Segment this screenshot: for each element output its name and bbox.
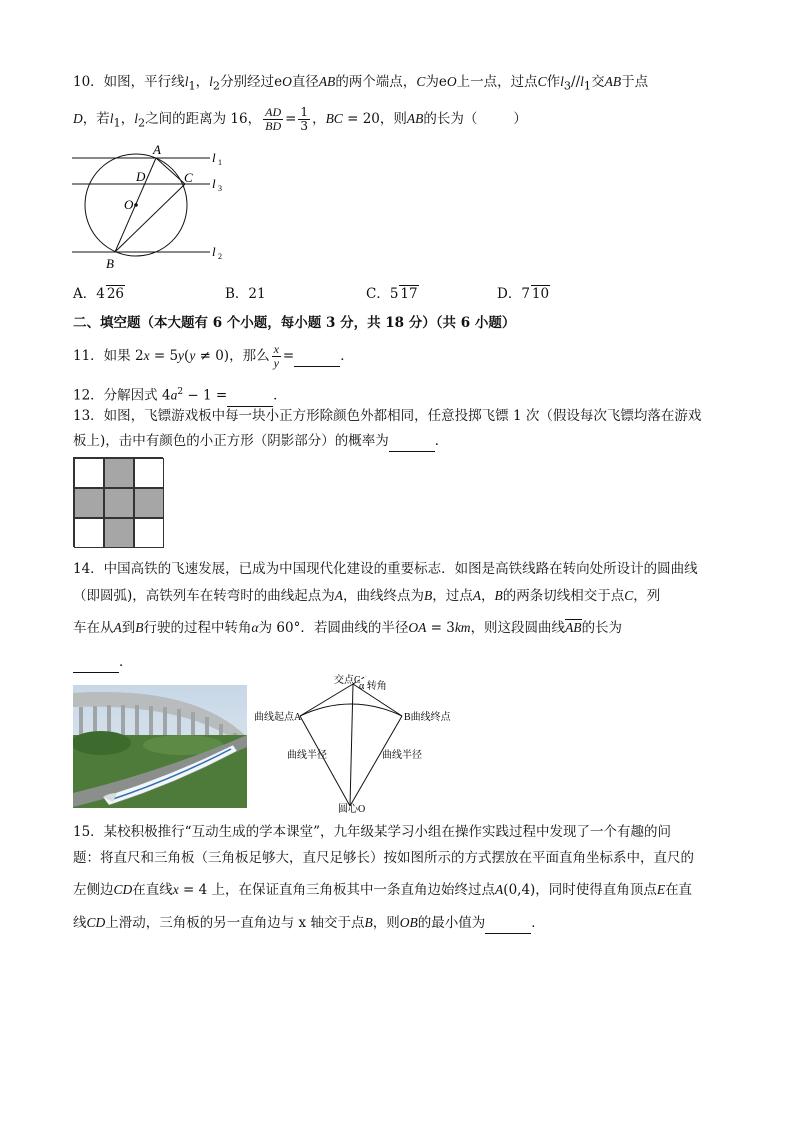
- q15-line4: [73, 913, 545, 934]
- dart-cell: [74, 518, 104, 548]
- q10-symbol: O: [446, 74, 457, 89]
- q15-text: ，则: [372, 915, 400, 931]
- q10-symbol: C: [416, 74, 426, 89]
- q14-text: ，: [481, 588, 495, 604]
- dart-cell: [74, 488, 104, 518]
- q10-text: ）: [513, 111, 527, 127]
- q15-symbol: E: [656, 882, 666, 897]
- dart-cell: [104, 488, 134, 518]
- equals-sign: =: [282, 348, 295, 364]
- q10-symbol: AB: [318, 74, 336, 89]
- curve-end-label: B曲线终点: [404, 712, 451, 723]
- q11: [73, 343, 354, 370]
- q12-text: − 1 =: [183, 387, 228, 404]
- q11-text: ≠ 0)，那么: [195, 348, 270, 364]
- q10-symbol: BC: [325, 111, 343, 126]
- q10-text: ，若: [82, 111, 110, 127]
- q14-line4: [73, 652, 133, 673]
- q15-symbol: B: [364, 915, 373, 930]
- q10-text: 的长为（: [423, 111, 478, 127]
- answer-blank: [389, 431, 435, 452]
- q10-symbol: O: [282, 74, 292, 89]
- q14-symbol: km: [454, 620, 471, 635]
- q14-line3: [73, 618, 622, 638]
- q15-symbol: CD: [113, 882, 133, 897]
- fraction-denominator: y: [273, 356, 279, 370]
- q10-subscript: 1: [583, 79, 592, 93]
- center-dot: [134, 203, 138, 207]
- fraction-numerator: x: [273, 342, 279, 356]
- answer-blank: [73, 652, 119, 673]
- high-speed-rail-photo: [73, 685, 247, 808]
- option-d-text: D．7: [497, 286, 530, 302]
- option-a: [73, 282, 125, 302]
- q11-text: (: [184, 348, 190, 364]
- point-d-label: D: [136, 169, 146, 184]
- trees: [73, 731, 131, 755]
- dart-cell: [74, 458, 104, 488]
- q15-line2: 题：将直尺和三角板（三角板足够大，直尺足够长）按如图所示的方式摆放在平面直角坐标系中，直尺的: [73, 850, 694, 866]
- q14-text: ，则这段圆曲线: [470, 620, 566, 636]
- fraction-denominator: BD: [265, 119, 282, 133]
- dart-cell: [134, 488, 164, 518]
- q15-text: 左侧边: [73, 882, 114, 898]
- fraction-numerator: 1: [300, 105, 309, 119]
- q10-text: ，: [120, 111, 135, 127]
- dart-cell: [104, 518, 134, 548]
- q14-text: 行驶的过程中转角: [143, 620, 252, 636]
- q10-line1: [73, 72, 648, 97]
- q15-text: (0,4)，同时使得直角顶点: [503, 882, 657, 898]
- dart-cell: [134, 518, 164, 548]
- option-a-radical: 26: [106, 286, 125, 302]
- q15-symbol: A: [495, 882, 504, 897]
- radius-label-right: 曲线半径: [382, 750, 422, 761]
- line-l3-label: l: [212, 176, 216, 191]
- point-a-label: A: [153, 142, 161, 157]
- q10-text: 的两个端点，: [335, 74, 417, 90]
- q15-line3: [73, 880, 692, 900]
- q14-symbol: OA: [408, 620, 427, 635]
- q10-subscript: 2: [137, 116, 146, 130]
- equals-sign: =: [285, 111, 297, 127]
- option-b-text: B．21: [225, 286, 266, 302]
- q12-superscript: 2: [177, 387, 184, 397]
- radius-oa: [300, 716, 350, 806]
- q11-symbol: x: [143, 348, 150, 363]
- point-c-label: C: [184, 170, 193, 185]
- q10-symbol: l: [580, 74, 584, 89]
- intersection-label: 交点C: [334, 675, 361, 686]
- q14-symbol: C: [624, 588, 634, 603]
- q11-text: ．: [340, 348, 354, 364]
- answer-blank: [227, 386, 273, 407]
- option-b: [225, 282, 266, 302]
- q15-text: 上滑动，三角板的另一直角边与 x 轴交于点: [105, 915, 365, 931]
- turn-angle-label: α 转角: [359, 681, 387, 692]
- q10-circle-figure: [70, 140, 230, 275]
- q10-text: ，: [195, 74, 210, 90]
- q10-text: 分别经过: [220, 74, 275, 90]
- point-b-label: B: [106, 256, 114, 271]
- q14-text: （即圆弧)，高铁列车在转弯时的曲线起点为: [73, 588, 335, 604]
- dart-board: [73, 457, 163, 547]
- circle-symbol: e: [438, 74, 447, 90]
- section-heading: 二、填空题（本大题有 6 个小题，每小题 3 分，共 18 分）（共 6 小题）: [73, 315, 516, 331]
- q10-symbol: D: [73, 111, 83, 126]
- dart-cell: [134, 458, 164, 488]
- q10-text: 为: [425, 74, 439, 90]
- q13-text: 板上)，击中有颜色的小正方形（阴影部分）的概率为: [73, 433, 389, 449]
- q10-text: 于点: [621, 74, 649, 90]
- q10-symbol: l: [184, 74, 189, 89]
- q14-symbol: B: [494, 588, 503, 603]
- q11-text: 11．如果 2: [73, 348, 144, 364]
- line-l2-subscript: 2: [218, 252, 222, 261]
- q10-text: 之间的距离为 16，: [145, 111, 262, 127]
- q15-text: 在直线: [132, 882, 173, 898]
- q10-subscript: 2: [212, 79, 221, 93]
- q15-text: ．: [531, 915, 545, 931]
- line-co: [350, 684, 353, 806]
- parallel-symbol: //: [571, 74, 581, 90]
- q10-text: 交: [591, 74, 605, 90]
- q15-text: 在直: [665, 882, 693, 898]
- q14-text: 为 60°．若圆曲线的半径: [258, 620, 409, 636]
- line-l2-label: l: [212, 244, 216, 259]
- q12-text: 12．分解因式 4: [73, 387, 171, 404]
- q10-symbol: AB: [604, 74, 622, 89]
- q14-text: 的两条切线相交于点: [502, 588, 625, 604]
- q14-line1: 14．中国高铁的飞速发展，已成为中国现代化建设的重要标志．如图是高铁线路在转向处所设计的圆曲线: [73, 561, 698, 577]
- q15-text: 的最小值为: [417, 915, 486, 931]
- q14-line2: [73, 586, 660, 606]
- q12-text: ．: [273, 387, 287, 404]
- option-a-text: A．4: [73, 286, 105, 302]
- q15-symbol: CD: [86, 915, 106, 930]
- q14-text: ．: [119, 654, 133, 670]
- q14-symbol: B: [135, 620, 144, 635]
- option-d: [497, 282, 550, 302]
- option-c: [366, 282, 419, 302]
- option-d-radical: 10: [531, 286, 550, 302]
- value-fraction: [298, 106, 310, 133]
- q10-text: 上一点，过点: [456, 74, 538, 90]
- option-c-radical: 17: [400, 286, 418, 302]
- q14-symbol: A: [334, 588, 344, 603]
- ratio-fraction: [263, 106, 283, 133]
- q10-text: 作: [546, 74, 561, 90]
- q10-text: ，: [312, 111, 326, 127]
- q13-text: ．: [434, 433, 449, 449]
- line-l3-subscript: 3: [218, 184, 222, 193]
- point-o-label: O: [124, 197, 134, 212]
- q14-text: 的长为: [581, 620, 623, 636]
- q10-symbol: l: [560, 74, 564, 89]
- q10-symbol: l: [109, 111, 114, 126]
- q10-subscript: 1: [113, 116, 121, 130]
- q10-symbol: l: [134, 111, 138, 126]
- q14-text: 车在从: [73, 620, 114, 636]
- center-label: 圆心O: [338, 804, 366, 814]
- q10-symbol: AB: [406, 111, 424, 126]
- q10-text: 直径: [291, 74, 319, 90]
- q10-subscript: 1: [188, 79, 196, 93]
- curve-diagram: [252, 672, 452, 814]
- line-l1-label: l: [212, 150, 216, 165]
- q10-subscript: 3: [563, 79, 572, 93]
- answer-blank: [294, 346, 340, 367]
- circle-symbol: e: [274, 74, 283, 90]
- segment-bc: [115, 184, 185, 252]
- radius-label-left: 曲线半径: [287, 750, 327, 761]
- q12-symbol: a: [170, 387, 178, 403]
- q15-symbol: x: [172, 882, 179, 897]
- q14-text: ，过点: [432, 588, 473, 604]
- dart-cell: [104, 458, 134, 488]
- fraction-denominator: 3: [300, 119, 309, 133]
- q10-text: = 20，则: [342, 111, 407, 127]
- q14-text: ，列: [633, 588, 661, 604]
- arc-ab-symbol: AB: [565, 620, 582, 635]
- q11-symbol: y: [178, 348, 185, 363]
- q14-symbol: α: [251, 620, 259, 635]
- q10-symbol: l: [209, 74, 213, 89]
- q14-text: ，曲线终点为: [343, 588, 425, 604]
- q14-symbol: A: [472, 588, 482, 603]
- line-l1-subscript: 1: [218, 158, 222, 167]
- segment-ac: [156, 158, 185, 184]
- q11-text: = 5: [149, 348, 179, 364]
- q13-line2: [73, 431, 448, 452]
- q14-text: 到: [121, 620, 136, 636]
- q11-fraction: [272, 343, 281, 370]
- radius-ob: [350, 716, 402, 806]
- answer-blank: [485, 913, 531, 934]
- q10-text: 10．如图，平行线: [73, 74, 185, 90]
- q14-symbol: B: [424, 588, 433, 603]
- q15-text: = 4 上，在保证直角三角板其中一条直角边始终过点: [178, 882, 496, 898]
- tangent-ca: [300, 684, 353, 716]
- q15-text: 线: [73, 915, 87, 931]
- curve-start-label: 曲线起点A: [254, 712, 302, 723]
- q13-line1: 13．如图，飞镖游戏板中每一块小正方形除颜色外都相同，任意投掷飞镖 1 次（假设每次飞镖均落在游戏: [73, 408, 702, 424]
- q11-symbol: y: [189, 348, 196, 363]
- q10-line2: [73, 106, 527, 134]
- q15-line1: 15．某校积极推行“互动生成的学本课堂”，九年级某学习小组在操作实践过程中发现了一个有趣的问: [73, 824, 671, 840]
- fraction-numerator: AD: [265, 105, 282, 119]
- q15-symbol: OB: [399, 915, 418, 930]
- q14-symbol: A: [113, 620, 122, 635]
- q12: [73, 382, 287, 407]
- option-c-text: C．5: [366, 286, 399, 302]
- q14-text: = 3: [426, 620, 455, 636]
- q10-symbol: C: [537, 74, 547, 89]
